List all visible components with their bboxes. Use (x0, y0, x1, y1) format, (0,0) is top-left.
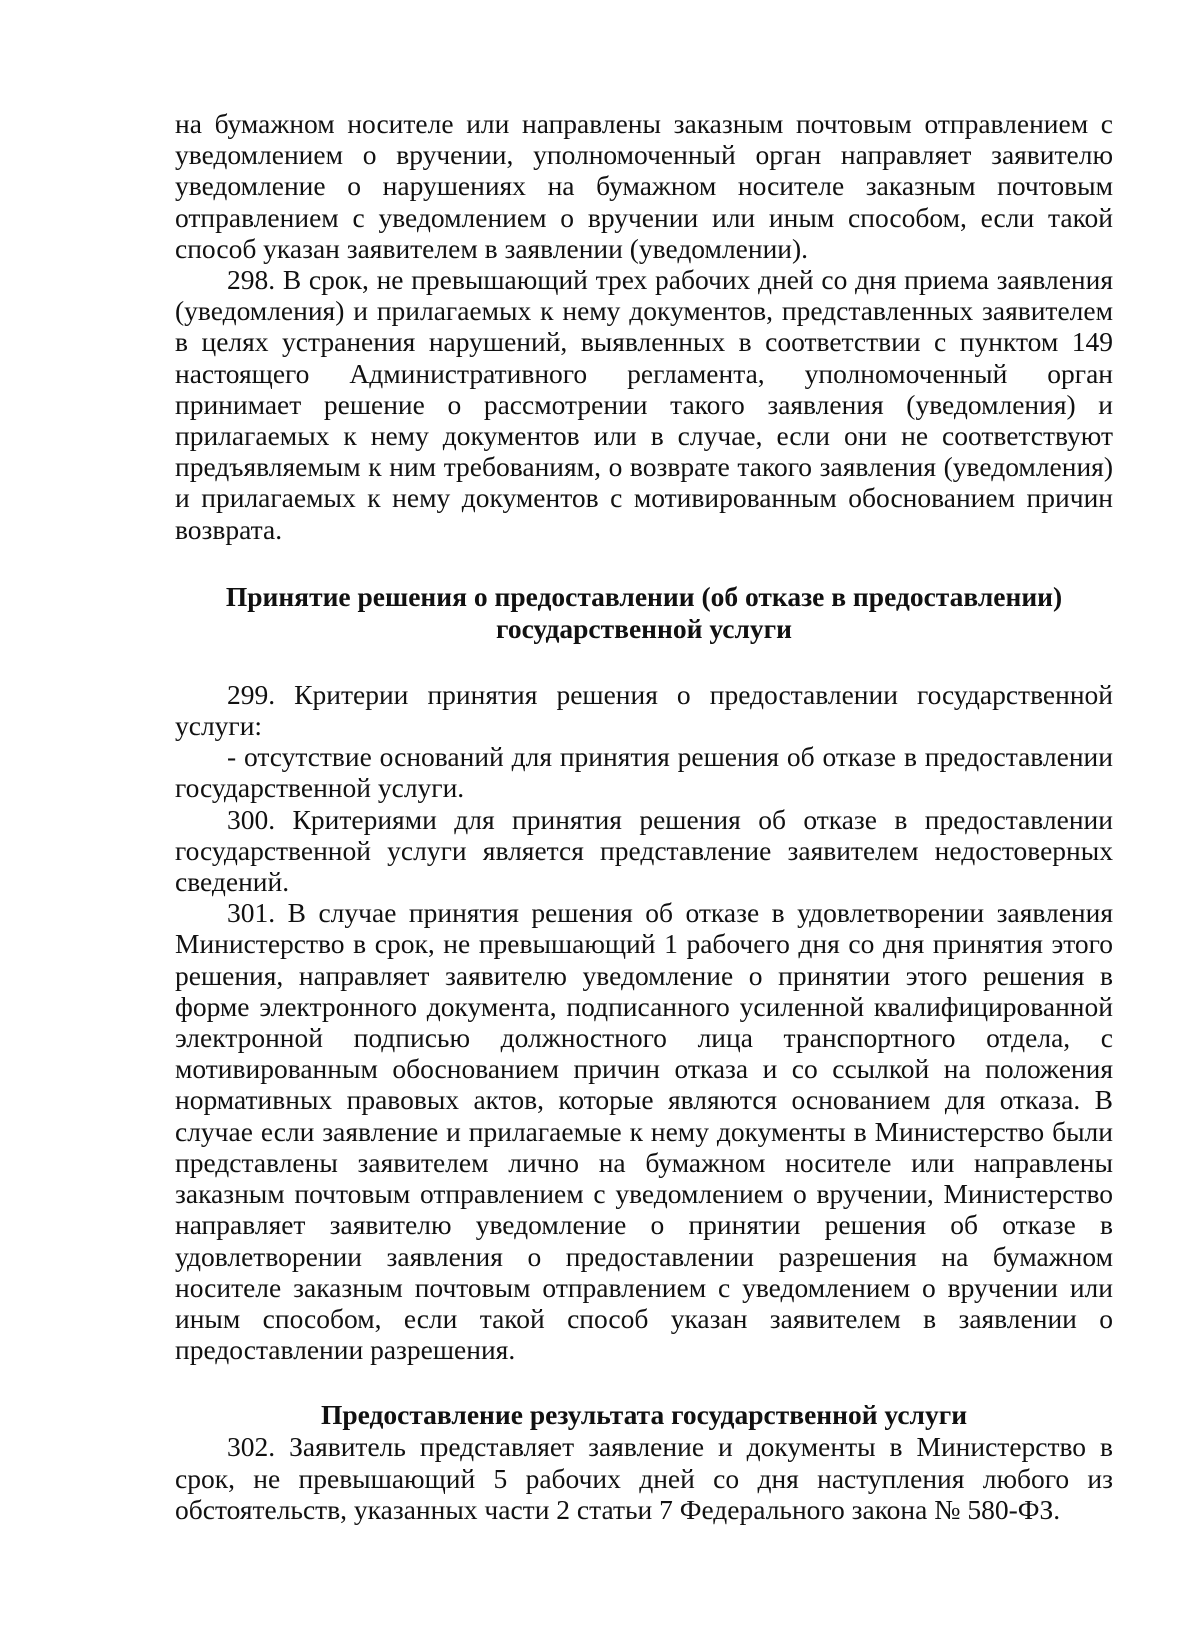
paragraph-301: 301. В случае принятия решения об отказе в удовлетворении заявления Министерство в срок, не превышающий 1 рабочего дня со дня принятия этого решения, направляет заявителю уведомление о принятии этого решения в форме электронного документа, подписанного усиленной квалифицированной электронной подписью должностного лица транспортного отдела, с мотивированным обоснованием причин отказа и со ссылкой на положения нормативных правовых актов, которые являются основанием для отказа. В случае если заявление и прилагаемые к нему документы в Министерство были представлены заявителем лично на бумажном носителе или направлены заказным почтовым отправлением с уведомлением о вручении, Министерство направляет заявителю уведомление о принятии решения об отказе в удовлетворении заявления о предоставлении разрешения на бумажном носителе заказным почтовым отправлением с уведомлением о вручении или иным способом, если такой способ указан заявителем в заявлении о предоставлении разрешения. (175, 897, 1113, 1366)
section-heading-result: Предоставление результата государственной услуги (320, 1399, 968, 1431)
paragraph-298: 298. В срок, не превышающий трех рабочих дней со дня приема заявления (уведомления) и прилагаемых к нему документов, представленных заявителем в целях устранения нарушений, выявленных в соответствии с пунктом 149 настоящего Административного регламента, уполномоченный орган принимает решение о рассмотрении такого заявления (уведомления) и прилагаемых к нему документов или в случае, если они не соответствуют предъявляемым к ним требованиям, о возврате такого заявления (уведомления) и прилагаемых к нему документов с мотивированным обоснованием причин возврата. (175, 264, 1113, 545)
paragraph-299-item: - отсутствие оснований для принятия решения об отказе в предоставлении государственной услуги. (175, 741, 1113, 804)
document-page (175, 108, 1113, 1525)
section-heading-decision-line2: государственной услуги (496, 612, 792, 644)
paragraph-302: 302. Заявитель представляет заявление и документы в Министерство в срок, не превышающий 5 рабочих дней со дня наступления любого из обстоятельств, указанных части 2 статьи 7 Федерального закона № 580-ФЗ. (175, 1431, 1113, 1525)
paragraph-continuation: на бумажном носителе или направлены заказным почтовым отправлением с уведомлением о вручении, уполномоченный орган направляет заявителю уведомление о нарушениях на бумажном носителе заказным почтовым отправлением с уведомлением о вручении или иным способом, если такой способ указан заявителем в заявлении (уведомлении). (175, 108, 1113, 264)
section-heading-decision (175, 581, 1113, 645)
paragraph-300: 300. Критериями для принятия решения об отказе в предоставлении государственной услуги является представление заявителем недостоверных сведений. (175, 803, 1113, 898)
section-heading-decision-line1: Принятие решения о предоставлении (об отказе в предоставлении) (225, 580, 1063, 612)
paragraph-299: 299. Критерии принятия решения о предоставлении государственной услуги: (175, 678, 1113, 742)
